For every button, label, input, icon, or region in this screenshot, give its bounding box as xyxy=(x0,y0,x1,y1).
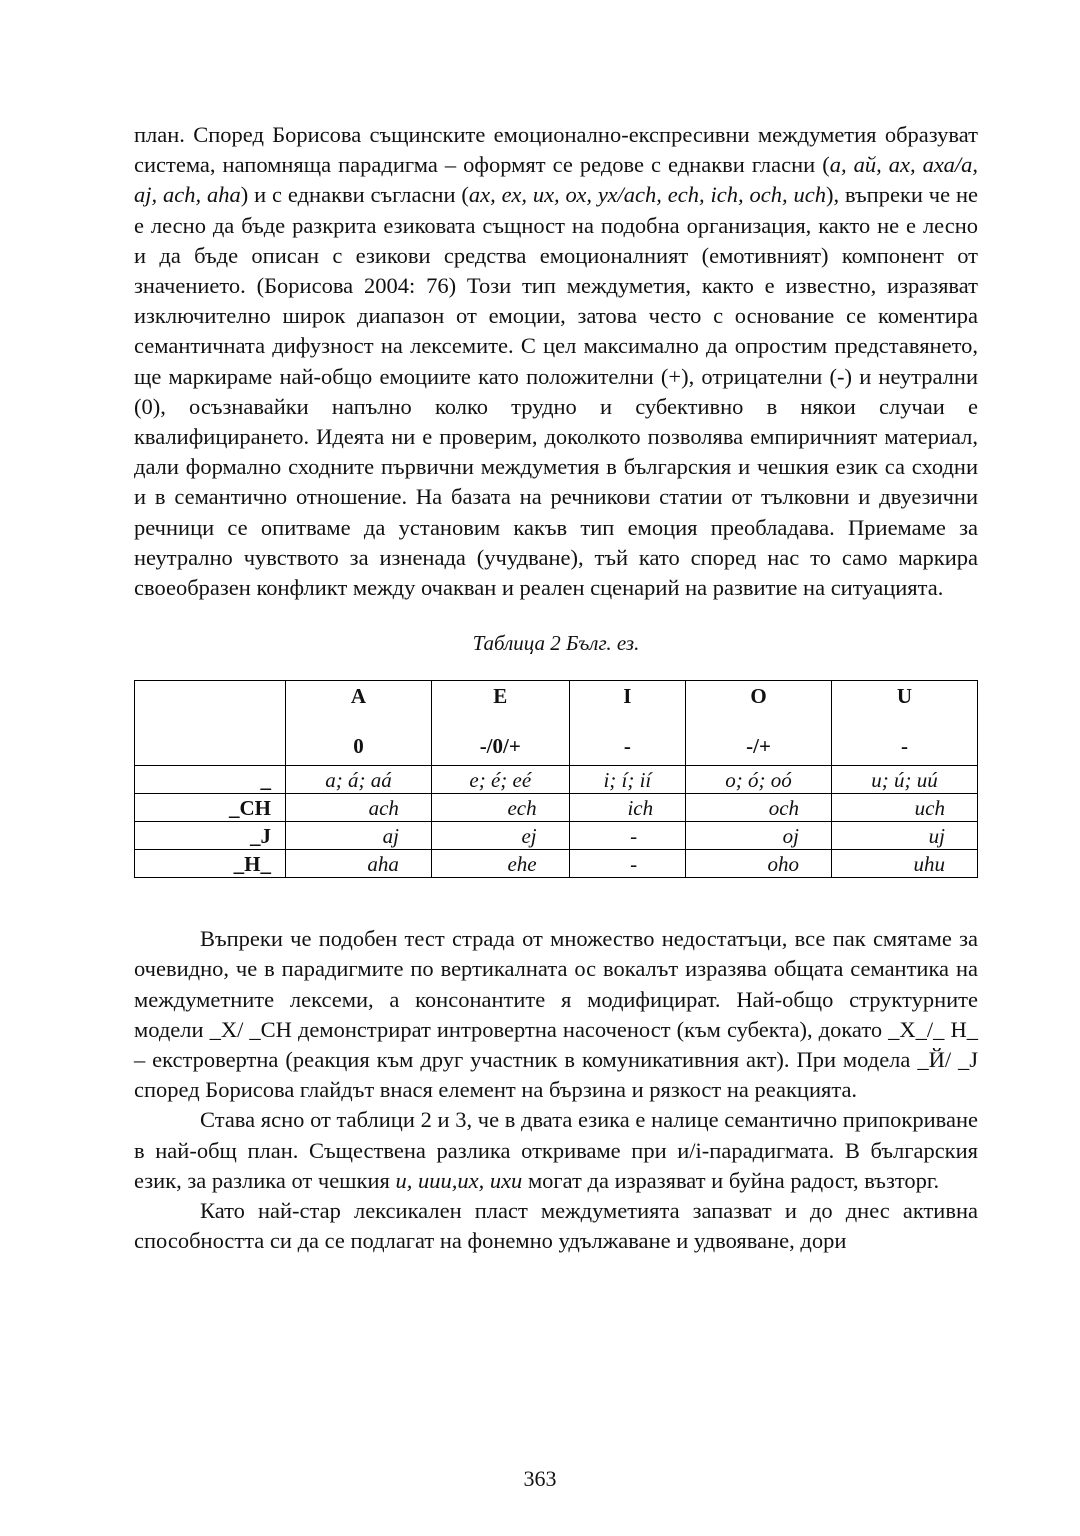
vowel-label: O xyxy=(750,684,767,709)
row-label: _H_ xyxy=(135,850,286,878)
table-cell: aj xyxy=(286,822,432,850)
table-cell: u; ú; uú xyxy=(832,766,978,794)
vowel-label: I xyxy=(623,684,632,709)
emotion-mark: -/0/+ xyxy=(479,734,521,759)
header-cell-e xyxy=(431,681,569,766)
italic-run: ах, ех, их, ох, ух/ach, ech, ich, och, uch xyxy=(468,182,826,208)
row-label: _CH xyxy=(135,794,286,822)
paragraph-3 xyxy=(134,1105,978,1196)
table-cell: e; é; eé xyxy=(431,766,569,794)
table-row xyxy=(135,822,978,850)
row-label: _ xyxy=(135,766,286,794)
emotion-mark: -/+ xyxy=(746,734,771,759)
row-label: _J xyxy=(135,822,286,850)
table-cell: uch xyxy=(832,794,978,822)
spacer xyxy=(134,878,978,924)
table-cell: oho xyxy=(686,850,832,878)
table-row xyxy=(135,794,978,822)
interjection-table xyxy=(134,680,978,878)
table-cell: - xyxy=(569,850,685,878)
table-cell: i; í; ií xyxy=(569,766,685,794)
corner-cell xyxy=(135,681,286,766)
table-cell: ach xyxy=(286,794,432,822)
table-cell: - xyxy=(569,822,685,850)
table-cell: ej xyxy=(431,822,569,850)
table-cell: а; á; aá xyxy=(286,766,432,794)
table-cell: oj xyxy=(686,822,832,850)
table-cell: uhu xyxy=(832,850,978,878)
table-cell: aha xyxy=(286,850,432,878)
text-run: ) и с еднакви съгласни ( xyxy=(240,182,469,208)
italic-run: а, ай, ах, аха/а, aj, ach, aha xyxy=(134,152,978,208)
table-row xyxy=(135,850,978,878)
header-cell-a xyxy=(286,681,432,766)
header-cell-o xyxy=(686,681,832,766)
page-number: 363 xyxy=(523,1466,557,1491)
text-run: могат да изразяват и буйна радост, възторг. xyxy=(522,1167,940,1193)
header-cell-u xyxy=(832,681,978,766)
vowel-label: A xyxy=(350,684,367,709)
page-content xyxy=(134,120,978,1256)
table-caption: Таблица 2 Бълг. ез. xyxy=(472,631,640,656)
emotion-mark: 0 xyxy=(353,734,364,759)
paragraph-2: Въпреки че подобен тест страда от множество недостатъци, все пак смятаме за очевидно, че в парадигмите по вертикалната ос вокалът изразява общата семантика на междуметните лексеми, а консонантите я модифицират. Най-общо структурните модели _Х/ _CH демонстрират интровертна насоченост (към субекта), докато _Х_/_ H_ – екстровертна (реакция към друг участник в комуникативния акт). При модела _Й/ _J според Борисова глайдът внася елемент на бързина и рязкост на реакцията. xyxy=(134,926,978,1103)
table-cell: och xyxy=(686,794,832,822)
table-row xyxy=(135,766,978,794)
table-cell: ehe xyxy=(431,850,569,878)
italic-run: и, иии,их, ихи xyxy=(395,1167,523,1193)
vowel-label: E xyxy=(493,684,508,709)
emotion-mark: - xyxy=(901,734,908,759)
table-header-row xyxy=(135,681,978,766)
table-cell: ech xyxy=(431,794,569,822)
paragraph-4: Като най-стар лексикален пласт междуметията запазват и до днес активна способността си да се подлагат на фонемно удължаване и удвояване, дори xyxy=(134,1198,978,1254)
table-cell: ich xyxy=(569,794,685,822)
emotion-mark: - xyxy=(623,734,631,759)
table-cell: o; ó; oó xyxy=(686,766,832,794)
text-run: Става ясно от таблици 2 и 3, че в двата езика е налице семантично припокриване в най-общ план. Съществена разлика откриваме при и/i-парадигмата. В българския език, за разлика от чешкия xyxy=(134,1107,978,1193)
paragraph-1 xyxy=(134,120,978,603)
vowel-label: U xyxy=(896,684,913,709)
header-cell-i xyxy=(569,681,685,766)
text-run: ), въпреки че не е лесно да бъде разкрита езиковата същност на подобна организация, както не е лесно и да бъде описан с езикови средства емоционалният (емотивният) компонент от значението. (Борисова 2004: 76) Този тип междуметия, както е известно, изразяват изключително широк диапазон от емоции, затова често с основание се коментира семантичната дифузност на лексемите. С цел максимално да опростим представянето, ще маркираме най-общо емоциите като положителни (+), отрицателни (-) и неутрални (0), осъзнавайки напълно колко трудно и субективно в някои случаи е квалифицирането. Идеята ни е проверим, доколкото позволява емпиричният материал, дали формално сходните първични междуметия в българския и чешкия език са сходни и в семантично отношение. На базата на речникови статии от тълковни и двуезични речници се опитваме да установим какъв тип емоция преобладава. Приемаме за неутрално чувството за изненада (учудване), тъй като според нас то само маркира своеобразен конфликт между очакван и реален сценарий на развитие на ситуацията. xyxy=(134,182,978,601)
table-cell: uj xyxy=(832,822,978,850)
text-run: план. Според Борисова същинските емоционално-експресивни междуметия образуват система, напомняща парадигма – оформят се редове с еднакви гласни ( xyxy=(134,122,978,178)
